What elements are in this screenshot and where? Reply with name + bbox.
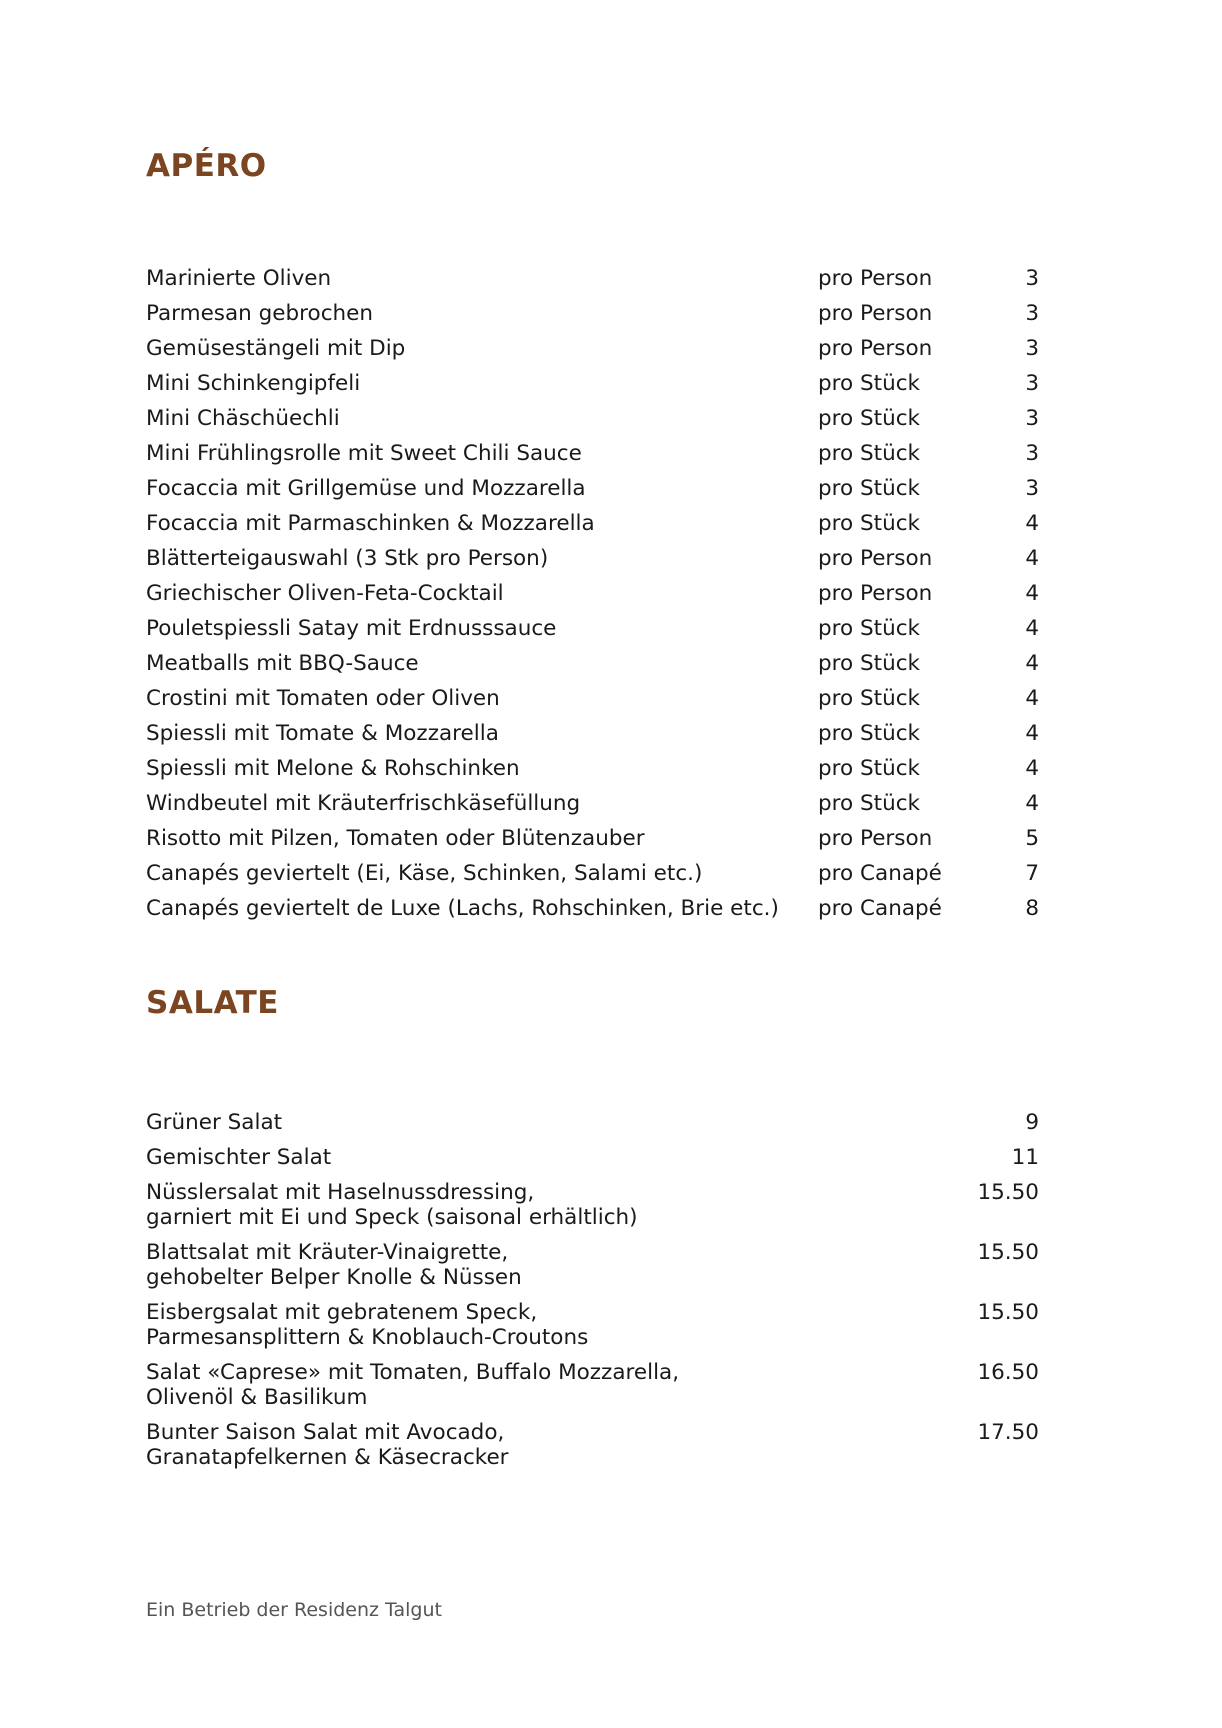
item-name: Nüsslersalat mit Haselnussdressing, garniert mit Ei und Speck (saisonal erhältlich): [146, 1180, 638, 1230]
item-price: 3: [1025, 441, 1039, 466]
item-name: Marinierte Oliven: [146, 266, 332, 291]
item-price: 11: [1011, 1145, 1039, 1170]
apero-item-row: [146, 406, 1039, 441]
item-price: 4: [1025, 651, 1039, 676]
item-price: 16.50: [977, 1360, 1039, 1385]
item-price: 4: [1025, 511, 1039, 536]
item-price: 4: [1025, 546, 1039, 571]
item-unit: pro Person: [818, 826, 933, 851]
item-price: 15.50: [977, 1300, 1039, 1325]
item-unit: pro Person: [818, 301, 933, 326]
item-name: Blattsalat mit Kräuter-Vinaigrette, gehobelter Belper Knolle & Nüssen: [146, 1240, 522, 1290]
item-unit: pro Stück: [818, 476, 920, 501]
item-name: Focaccia mit Parmaschinken & Mozzarella: [146, 511, 595, 536]
apero-item-row: [146, 301, 1039, 336]
salate-heading: SALATE: [146, 985, 279, 1021]
item-name: Mini Chäschüechli: [146, 406, 340, 431]
item-name: Spiessli mit Tomate & Mozzarella: [146, 721, 499, 746]
item-price: 7: [1025, 861, 1039, 886]
apero-item-row: [146, 511, 1039, 546]
item-price: 3: [1025, 266, 1039, 291]
item-price: 4: [1025, 721, 1039, 746]
item-price: 4: [1025, 686, 1039, 711]
apero-item-row: [146, 616, 1039, 651]
item-unit: pro Canapé: [818, 861, 942, 886]
item-name: Eisbergsalat mit gebratenem Speck, Parmesansplittern & Knoblauch-Croutons: [146, 1300, 589, 1350]
salat-item-row: [146, 1240, 1039, 1300]
salate-menu-list: [146, 1110, 1039, 1480]
item-price: 3: [1025, 406, 1039, 431]
item-unit: pro Stück: [818, 756, 920, 781]
apero-item-row: [146, 266, 1039, 301]
item-price: 4: [1025, 616, 1039, 641]
item-name: Risotto mit Pilzen, Tomaten oder Blütenzauber: [146, 826, 645, 851]
apero-item-row: [146, 546, 1039, 581]
item-unit: pro Canapé: [818, 896, 942, 921]
item-name: Grüner Salat: [146, 1110, 283, 1135]
salat-item-row: [146, 1420, 1039, 1480]
apero-item-row: [146, 861, 1039, 896]
item-name: Salat «Caprese» mit Tomaten, Buffalo Mozzarella, Olivenöl & Basilikum: [146, 1360, 680, 1410]
item-unit: pro Person: [818, 336, 933, 361]
item-unit: pro Stück: [818, 616, 920, 641]
item-name: Canapés geviertelt (Ei, Käse, Schinken, Salami etc.): [146, 861, 703, 886]
item-name: Gemüsestängeli mit Dip: [146, 336, 406, 361]
item-name: Gemischter Salat: [146, 1145, 332, 1170]
item-price: 3: [1025, 476, 1039, 501]
item-name: Crostini mit Tomaten oder Oliven: [146, 686, 500, 711]
item-name: Bunter Saison Salat mit Avocado, Granatapfelkernen & Käsecracker: [146, 1420, 509, 1470]
item-unit: pro Person: [818, 546, 933, 571]
item-unit: pro Stück: [818, 511, 920, 536]
salat-item-row: [146, 1110, 1039, 1145]
apero-item-row: [146, 371, 1039, 406]
apero-item-row: [146, 581, 1039, 616]
item-unit: pro Stück: [818, 371, 920, 396]
item-name: Spiessli mit Melone & Rohschinken: [146, 756, 520, 781]
item-name: Meatballs mit BBQ-Sauce: [146, 651, 419, 676]
apero-item-row: [146, 686, 1039, 721]
item-price: 8: [1025, 896, 1039, 921]
apero-item-row: [146, 826, 1039, 861]
item-price: 17.50: [977, 1420, 1039, 1445]
item-price: 9: [1025, 1110, 1039, 1135]
footer-text: Ein Betrieb der Residenz Talgut: [146, 1599, 442, 1621]
item-unit: pro Stück: [818, 686, 920, 711]
apero-item-row: [146, 896, 1039, 931]
item-unit: pro Person: [818, 581, 933, 606]
item-price: 15.50: [977, 1180, 1039, 1205]
item-unit: pro Stück: [818, 651, 920, 676]
item-price: 15.50: [977, 1240, 1039, 1265]
apero-item-row: [146, 721, 1039, 756]
item-name: Pouletspiessli Satay mit Erdnusssauce: [146, 616, 557, 641]
apero-heading: APÉRO: [146, 148, 267, 184]
item-price: 3: [1025, 336, 1039, 361]
salat-item-row: [146, 1180, 1039, 1240]
item-price: 5: [1025, 826, 1039, 851]
item-price: 4: [1025, 756, 1039, 781]
item-name: Parmesan gebrochen: [146, 301, 373, 326]
item-price: 4: [1025, 791, 1039, 816]
apero-item-row: [146, 476, 1039, 511]
item-name: Blätterteigauswahl (3 Stk pro Person): [146, 546, 549, 571]
salat-item-row: [146, 1300, 1039, 1360]
item-unit: pro Person: [818, 266, 933, 291]
apero-item-row: [146, 791, 1039, 826]
item-price: 3: [1025, 371, 1039, 396]
item-unit: pro Stück: [818, 441, 920, 466]
item-price: 3: [1025, 301, 1039, 326]
apero-item-row: [146, 441, 1039, 476]
item-name: Windbeutel mit Kräuterfrischkäsefüllung: [146, 791, 581, 816]
item-name: Mini Frühlingsrolle mit Sweet Chili Sauce: [146, 441, 582, 466]
salat-item-row: [146, 1145, 1039, 1180]
apero-item-row: [146, 651, 1039, 686]
item-name: Mini Schinkengipfeli: [146, 371, 361, 396]
apero-item-row: [146, 336, 1039, 371]
apero-item-row: [146, 756, 1039, 791]
item-name: Focaccia mit Grillgemüse und Mozzarella: [146, 476, 586, 501]
item-price: 4: [1025, 581, 1039, 606]
apero-menu-list: [146, 266, 1039, 931]
item-unit: pro Stück: [818, 721, 920, 746]
item-name: Canapés geviertelt de Luxe (Lachs, Rohschinken, Brie etc.): [146, 896, 779, 921]
item-unit: pro Stück: [818, 406, 920, 431]
salat-item-row: [146, 1360, 1039, 1420]
item-name: Griechischer Oliven-Feta-Cocktail: [146, 581, 504, 606]
item-unit: pro Stück: [818, 791, 920, 816]
